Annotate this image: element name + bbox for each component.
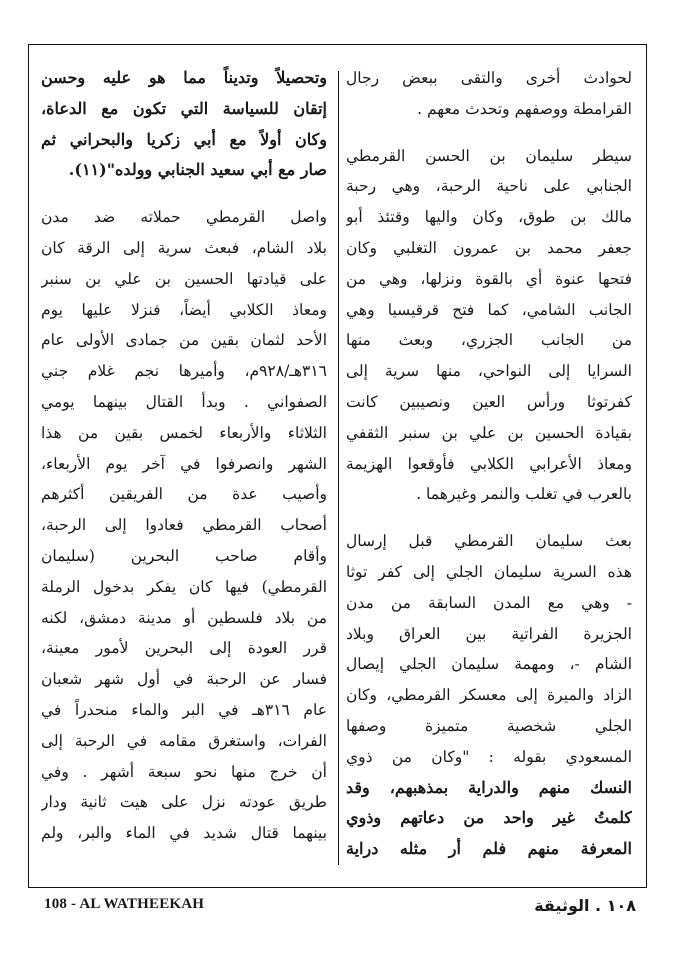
text-line: وأصيب عدة من الفريقين أكثرهم [41, 485, 327, 504]
text-line: من الجانب الجزري، وبعث منها [346, 331, 632, 350]
text-line: بينهما قتال شديد في الماء والبر، ولم [41, 824, 327, 843]
text-line: سيطر سليمان بن الحسن القرمطي [346, 146, 632, 165]
text-line: طريق عودته نزل على هيت ثانية ودار [41, 793, 327, 812]
text-line: واصل القرمطي حملاته ضد مدن [41, 208, 327, 227]
text-line: - وهي مع المدن السابقة من مدن [346, 593, 632, 612]
column-divider [338, 71, 339, 865]
text-line: الشام -، ومهمة سليمان الجلي إيصال [346, 655, 632, 674]
text-line: بعث سليمان القرمطي قبل إرسال [346, 532, 632, 551]
text-line: من بلاد فلسطين أو مدينة دمشق، لكنه [41, 608, 327, 627]
paragraph-gap [346, 125, 632, 141]
text-line: المسعودي بقوله : "وكان من ذوي [346, 747, 632, 766]
text-line: عام ٣١٦هـ في البر والماء منحدراً في [41, 700, 327, 719]
text-line: وكان أولاً مع أبي زكريا والبحراني ثم [41, 129, 327, 149]
text-line: كلمتُ غير واحد من دعاتهم وذوي [346, 808, 632, 828]
text-line: أن خرج منها نحو سبعة أشهر . وفي [41, 762, 327, 781]
text-line: على قيادتها الحسين بن علي بن سنبر [41, 269, 327, 288]
text-line: لحوادث أخرى والتقى ببعض رجال [346, 69, 632, 87]
text-line: ومعاذ الكلابي أيضاً، فنزلا عليها يوم [41, 300, 327, 319]
text-line: ومعاذ الأعرابي الكلابي فأوقعوا الهزيمة [346, 454, 632, 473]
text-line: النسك منهم والدراية بمذهبهم، وقد [346, 777, 632, 797]
text-line: القرامطة ووصفهم وتحدث معهم . [417, 99, 632, 118]
text-line: فسار عن الرحبة في أول شهر شعبان [41, 670, 327, 689]
footer-english-page-label: 108 - AL WATHEEKAH [44, 896, 205, 912]
text-line: الفرات، واستغرق مقامه في الرحبة إلى [41, 731, 327, 750]
paragraph-gap [41, 186, 327, 202]
text-line: صار مع أبي سعيد الجنابي وولده"(١١). [68, 160, 327, 180]
text-line: هذه السرية سليمان الجلي إلى كفر توثا [346, 562, 632, 581]
text-line: المعرفة منهم فلم أر مثله دراية [346, 839, 632, 859]
text-line: إتقان للسياسة التي تكون مع الدعاة، [41, 98, 327, 118]
text-line: الشهر وانصرفوا في آخر يوم الأربعاء، [41, 454, 327, 473]
text-line: الجانب الشامي، كما فتح قرقيسيا وهي [346, 300, 632, 319]
footer-arabic-page-label: ١٠٨ . الوثيقة [534, 896, 636, 915]
text-line: الأحد لثمان بقين من جمادى الأولى عام [41, 331, 327, 350]
text-line: ٣١٦هـ/٩٢٨م، وأميرها نجم غلام جني [41, 362, 327, 381]
text-frame [28, 44, 647, 888]
text-line: وتحصيلاً وتديناً مما هو عليه وحسن [41, 68, 327, 87]
paragraph-gap [346, 510, 632, 526]
text-line: الثلاثاء والأربعاء لخمس بقين من هذا [41, 423, 327, 442]
text-line: جعفر محمد بن عمرون التغلبي وكان [346, 238, 632, 257]
text-line: قرر العودة إلى البحرين لأمور معينة، [41, 639, 327, 658]
text-line: الجنابي على ناحية الرحبة، وهي رحبة [346, 177, 632, 196]
text-line: الجلي شخصية متميزة وصفها [346, 716, 632, 735]
text-line: بالعرب في تغلب والنمر وغيرهما . [416, 485, 632, 504]
text-line: وأقام صاحب البحرين (سليمان [41, 546, 327, 565]
text-line: مالك بن طوق، وكان واليها وقتئذ أبو [346, 208, 632, 227]
text-line: بقيادة الحسين بن علي بن سنبر الثقفي [346, 423, 632, 442]
text-line: الزاد والميرة إلى معسكر القرمطي، وكان [346, 686, 632, 705]
text-line: القرمطي) فيها كان يفكر بدخول الرملة [41, 577, 327, 596]
text-line: الصفواني . وبدأ القتال بينهما يومي [41, 392, 327, 411]
text-line: فتحها عنوة أي بالقوة ونزلها، وهي من [346, 269, 632, 288]
text-line: بلاد الشام، فبعث سرية إلى الرقة كان [41, 238, 327, 257]
text-line: السرايا إلى النواحي، منها سرية إلى [346, 362, 632, 381]
left-text-column [41, 63, 327, 849]
text-line: كفرتوثا ورأس العين ونصيبين كانت [346, 392, 632, 411]
text-line: أصحاب القرمطي فعادوا إلى الرحبة، [41, 516, 327, 535]
text-line: الجزيرة الفراتية بين العراق وبلاد [346, 624, 632, 643]
right-text-column [346, 63, 632, 865]
